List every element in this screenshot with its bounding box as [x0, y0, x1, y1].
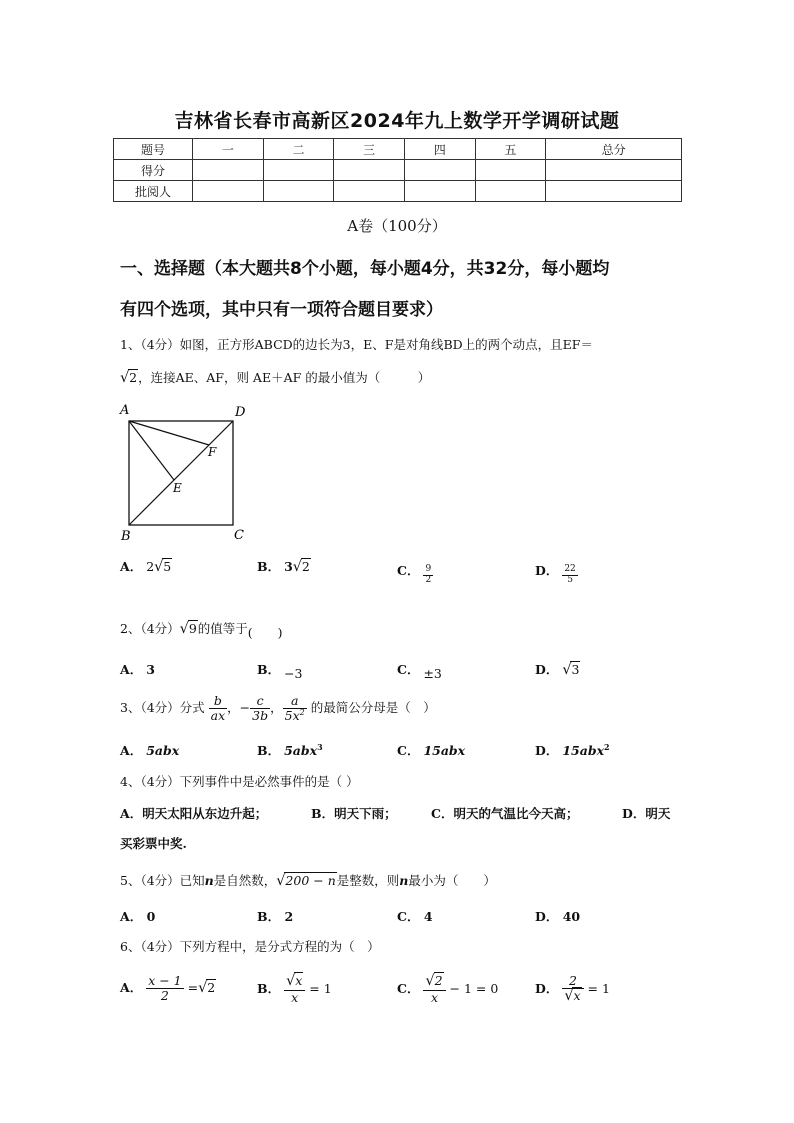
q1-option-d[interactable] [535, 557, 578, 586]
q2-option-c[interactable] [397, 660, 442, 681]
q4-option-c[interactable]: C．明天的气温比今天高； [431, 806, 579, 821]
fraction-denominator: 2 [160, 987, 169, 1003]
option-label: C． [397, 909, 420, 924]
option-text: ±3 [423, 666, 442, 681]
option-radicand: 2 [301, 559, 310, 574]
q2-stem: 2、（4分）√9的值等于( ) [120, 621, 283, 640]
q5-option-d[interactable] [535, 907, 580, 925]
option-label: D． [535, 562, 559, 578]
q5-mid2: 是整数，则 [336, 873, 400, 888]
score-header-cell: 题号 [114, 139, 193, 160]
q1-stem-line2: √2，连接AE、AF，则 AE＋AF 的最小值为（ ） [120, 370, 431, 386]
score-table-header-row [114, 139, 682, 160]
score-cell[interactable] [263, 160, 334, 181]
fraction-numerator: b [209, 694, 228, 709]
option-text: −3 [284, 666, 303, 681]
score-cell[interactable] [475, 160, 546, 181]
option-radicand: 3 [571, 662, 580, 677]
option-label: B． [257, 980, 281, 996]
option-label: D． [535, 909, 559, 924]
variable-n: n [399, 873, 409, 888]
q5-stem: 5、（4分）已知n是自然数，√200 − n是整数，则n最小为（ ） [120, 873, 496, 889]
fraction-denominator: ax [210, 707, 226, 723]
option-label: C． [397, 562, 420, 578]
fraction-denominator: x [573, 987, 581, 1003]
option-label: B． [257, 743, 281, 758]
grader-cell[interactable] [263, 181, 334, 202]
option-label: B． [257, 559, 281, 574]
q5-suffix: 最小为（ ） [408, 873, 496, 888]
segment-af [129, 421, 209, 445]
option-label: C． [397, 743, 420, 758]
q5-option-c[interactable] [397, 907, 433, 925]
score-header-cell: 三 [334, 139, 405, 160]
section-heading-line1: 一、选择题（本大题共8个小题，每小题4分，共32分，每小题均 [120, 259, 610, 279]
fraction-denominator: 5x [284, 707, 300, 723]
q5-option-a[interactable] [120, 907, 155, 925]
option-label: A． [120, 559, 143, 574]
score-header-cell: 四 [404, 139, 475, 160]
fraction-numerator: a [283, 694, 307, 709]
q4-stem: 4、（4分）下列事件中是必然事件的是（ ） [120, 774, 359, 789]
fraction-numerator: 2 [562, 974, 583, 989]
grader-cell[interactable] [193, 181, 264, 202]
q6-option-a[interactable]: A． $\frac{x - 1}{2}$ =√2 [120, 973, 216, 1003]
q3-prefix: 3、（4分）分式 [120, 699, 205, 715]
option-rhs: − 1 = 0 [449, 980, 499, 996]
score-header-cell: 一 [193, 139, 264, 160]
label-a: A [120, 403, 130, 418]
q1-stem-line1: 1、（4分）如图，正方形ABCD的边长为3，E、F是对角线BD上的两个动点，且EF＝ [120, 337, 593, 352]
q1-option-b[interactable]: B． 3√2 [257, 559, 310, 575]
score-row-label: 得分 [114, 160, 193, 181]
score-cell[interactable] [404, 160, 475, 181]
q1-option-a[interactable]: A． 2√5 [120, 559, 172, 575]
option-text: 2 [284, 909, 294, 924]
option-label: A． [120, 662, 143, 677]
option-label: D． [535, 743, 559, 758]
exponent: 2 [299, 707, 305, 717]
q1-square-figure [112, 400, 262, 545]
q4-option-a[interactable]: A．明天太阳从东边升起； [120, 806, 268, 821]
fraction-numerator: x − 1 [148, 973, 182, 988]
option-text: 0 [146, 909, 156, 924]
grader-row-label: 批阅人 [114, 181, 193, 202]
q3-option-b[interactable] [257, 741, 323, 759]
q3-suffix: 的最简公分母是（ ） [310, 699, 436, 715]
option-text: 15abx [562, 743, 605, 758]
exponent: 3 [317, 741, 323, 752]
q2-radicand: 9 [188, 621, 197, 636]
label-e: E [173, 481, 182, 495]
fraction-denominator: x [291, 989, 299, 1005]
label-d: D [235, 405, 246, 420]
grader-cell[interactable] [334, 181, 405, 202]
q6-stem: 6、（4分）下列方程中，是分式方程的为（ ） [120, 939, 380, 954]
option-coef: 3 [284, 559, 293, 574]
score-header-cell: 总分 [546, 139, 682, 160]
q2-option-d[interactable]: D． √3 [535, 662, 580, 678]
option-label: C． [397, 980, 420, 996]
q4-option-d[interactable]: D．明天 [622, 806, 671, 821]
q1-sqrt-value: 2 [129, 370, 138, 385]
q6-option-d[interactable]: D． $\frac{2}{√x}$ = 1 [535, 973, 610, 1004]
score-header-cell: 五 [475, 139, 546, 160]
fraction-numerator: x [295, 973, 303, 988]
label-b: B [121, 529, 131, 544]
option-label: A． [120, 743, 143, 758]
score-cell[interactable] [546, 160, 682, 181]
score-row [114, 160, 682, 181]
option-label: A． [120, 909, 143, 924]
q1-stem-text: ，连接AE、AF，则 AE＋AF 的最小值为（ ） [138, 370, 431, 385]
q5-mid: 是自然数， [213, 873, 277, 888]
grader-cell[interactable] [546, 181, 682, 202]
q5-option-b[interactable] [257, 907, 293, 925]
score-cell[interactable] [193, 160, 264, 181]
option-radicand: 2 [207, 979, 216, 995]
q2-prefix: 2、（4分） [120, 621, 180, 636]
option-coef: 2 [146, 559, 155, 574]
variable-n: n [204, 873, 214, 888]
score-header-cell: 二 [263, 139, 334, 160]
score-table [113, 138, 682, 202]
grader-cell[interactable] [475, 181, 546, 202]
q2-suffix: 的值等于 [197, 621, 248, 636]
option-label: B． [257, 662, 281, 677]
equals-sign: = [187, 979, 199, 995]
fraction-numerator: 9 [425, 564, 432, 574]
grader-cell[interactable] [404, 181, 475, 202]
q2-option-b[interactable] [257, 660, 303, 681]
fraction-numerator: c [250, 694, 270, 709]
q4-option-b[interactable]: B．明天下雨； [311, 806, 397, 821]
grader-row [114, 181, 682, 202]
score-cell[interactable] [334, 160, 405, 181]
fraction-denominator: 2 [425, 574, 432, 585]
label-c: C [234, 528, 244, 543]
section-heading-line2: 有四个选项，其中只有一项符合题目要求） [120, 300, 443, 320]
option-rhs: = 1 [587, 980, 610, 996]
option-rhs: = 1 [309, 980, 332, 996]
segment-ae [129, 421, 174, 480]
label-f: F [208, 445, 217, 459]
option-text: 3 [146, 662, 155, 677]
option-label: D． [535, 980, 559, 996]
fraction-denominator: 5 [567, 574, 573, 585]
option-label: C． [397, 662, 420, 677]
q3-option-d[interactable] [535, 741, 610, 759]
q2-option-a[interactable] [120, 660, 155, 678]
q3-stem: 3、（4分）分式 $\frac{b}{ax}$ ，− $\frac{c}{3b}$ ， $\frac{a}{5x^2}$ 的最简公分母是（ ） [120, 693, 436, 723]
volume-heading: A卷（100分） [347, 217, 447, 235]
option-label: B． [257, 909, 281, 924]
q4-option-d-continued: 买彩票中奖. [120, 836, 187, 851]
option-label: D． [535, 662, 559, 677]
q5-prefix: 5、（4分）已知 [120, 873, 205, 888]
fraction-numerator: 2 [434, 973, 443, 988]
option-radicand: 5 [163, 559, 172, 574]
option-text: 15abx [423, 743, 466, 758]
q2-answer-paren: ( ) [247, 625, 283, 640]
q6-option-b[interactable]: B． $\frac{√x}{x}$ = 1 [257, 973, 332, 1005]
q1-option-c[interactable] [397, 557, 433, 586]
q3-option-a[interactable] [120, 741, 179, 759]
option-text: 5abx [284, 743, 318, 758]
exponent: 2 [604, 741, 610, 752]
option-text: 5abx [146, 743, 180, 758]
option-label: A． [120, 979, 143, 995]
fraction-denominator: x [430, 989, 439, 1005]
exam-title: 吉林省长春市高新区2024年九上数学开学调研试题 [174, 110, 620, 132]
q6-option-c[interactable]: C． $\frac{√2}{x}$ − 1 = 0 [397, 973, 499, 1005]
fraction-numerator: 22 [564, 564, 576, 574]
option-text: 4 [423, 909, 433, 924]
option-text: 40 [562, 909, 581, 924]
fraction-denominator: 3b [252, 707, 269, 723]
q3-option-c[interactable] [397, 741, 465, 759]
q5-radicand: 200 − n [285, 873, 336, 888]
